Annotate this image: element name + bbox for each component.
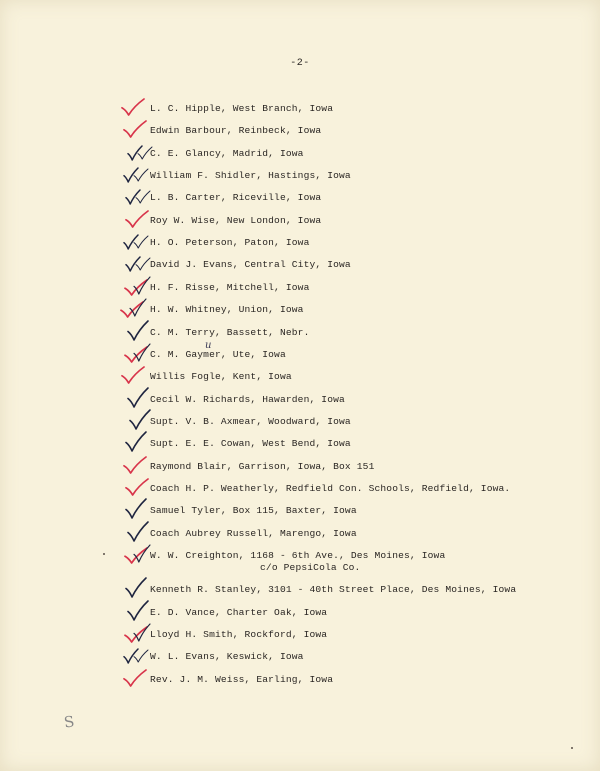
address-entry	[150, 192, 321, 204]
entry-text: C. M. Gaymer, Ute, Iowa	[150, 348, 286, 360]
entry-text: C. M. Terry, Bassett, Nebr.	[150, 326, 310, 338]
address-entry	[150, 371, 292, 383]
address-entry	[150, 339, 286, 361]
entry-text: Lloyd H. Smith, Rockford, Iowa	[150, 629, 328, 641]
page-number: -2-	[290, 58, 310, 69]
entry-text: Raymond Blair, Garrison, Iowa, Box 151	[150, 460, 375, 472]
entry-text: Rev. J. M. Weiss, Earling, Iowa	[150, 673, 334, 685]
address-entry	[150, 125, 321, 137]
entry-text: W. L. Evans, Keswick, Iowa	[150, 651, 304, 663]
address-entry	[150, 674, 333, 686]
pencil-corner-mark: S	[62, 712, 76, 732]
entry-text: L. C. Hipple, West Branch, Iowa	[150, 103, 334, 114]
entry-text: H. W. Whitney, Union, Iowa	[150, 304, 304, 316]
entry-text: H. F. Risse, Mitchell, Iowa	[150, 281, 310, 293]
entry-text: Willis Fogle, Kent, Iowa	[150, 371, 292, 383]
address-entry	[150, 528, 357, 540]
address-entry	[150, 461, 374, 473]
entry-text: Cecil W. Richards, Hawarden, Iowa	[150, 393, 345, 405]
entry-text: Supt. E. E. Cowan, West Bend, Iowa	[150, 438, 351, 450]
address-entry	[150, 607, 327, 619]
address-entry	[150, 394, 345, 406]
address-entry	[150, 103, 333, 115]
address-entry	[150, 483, 510, 495]
address-entry	[150, 259, 351, 271]
address-entry	[150, 550, 445, 574]
address-entry	[150, 651, 304, 663]
address-entry	[150, 237, 310, 249]
ink-speck	[571, 747, 573, 749]
entry-text: David J. Evans, Central City, Iowa	[150, 259, 351, 271]
entry-text: Coach H. P. Weatherly, Redfield Con. Schools, Redfield, Iowa.	[150, 482, 511, 494]
entry-text: L. B. Carter, Riceville, Iowa	[150, 192, 322, 204]
entry-text: Roy W. Wise, New London, Iowa	[150, 214, 322, 226]
address-entry	[150, 282, 310, 294]
address-entry	[150, 584, 516, 596]
address-entry	[150, 304, 304, 316]
entry-text-continuation: c/o PepsiCola Co.	[260, 562, 361, 573]
address-entry	[150, 505, 357, 517]
entry-text: C. E. Glancy, Madrid, Iowa	[150, 147, 304, 159]
handwritten-correction: u	[205, 339, 212, 351]
address-entry	[150, 215, 321, 227]
entry-text: Coach Aubrey Russell, Marengo, Iowa	[150, 527, 357, 539]
entry-text: E. D. Vance, Charter Oak, Iowa	[150, 606, 328, 618]
entry-text: H. O. Peterson, Paton, Iowa	[150, 237, 310, 249]
entry-text: Samuel Tyler, Box 115, Baxter, Iowa	[150, 505, 357, 517]
address-entry	[150, 327, 310, 339]
address-entry	[150, 629, 327, 641]
entry-text: Supt. V. B. Axmear, Woodward, Iowa	[150, 415, 351, 427]
address-entry	[150, 148, 304, 160]
entry-text: Kenneth R. Stanley, 3101 - 40th Street Place, Des Moines, Iowa	[150, 584, 517, 596]
entry-text: William F. Shidler, Hastings, Iowa	[150, 170, 351, 182]
address-entry	[150, 170, 351, 182]
address-entry	[150, 438, 351, 450]
ink-speck	[103, 553, 105, 555]
entry-text: W. W. Creighton, 1168 - 6th Ave., Des Moines, Iowa	[150, 550, 446, 561]
entry-text: Edwin Barbour, Reinbeck, Iowa	[150, 125, 322, 137]
address-entry	[150, 416, 351, 428]
